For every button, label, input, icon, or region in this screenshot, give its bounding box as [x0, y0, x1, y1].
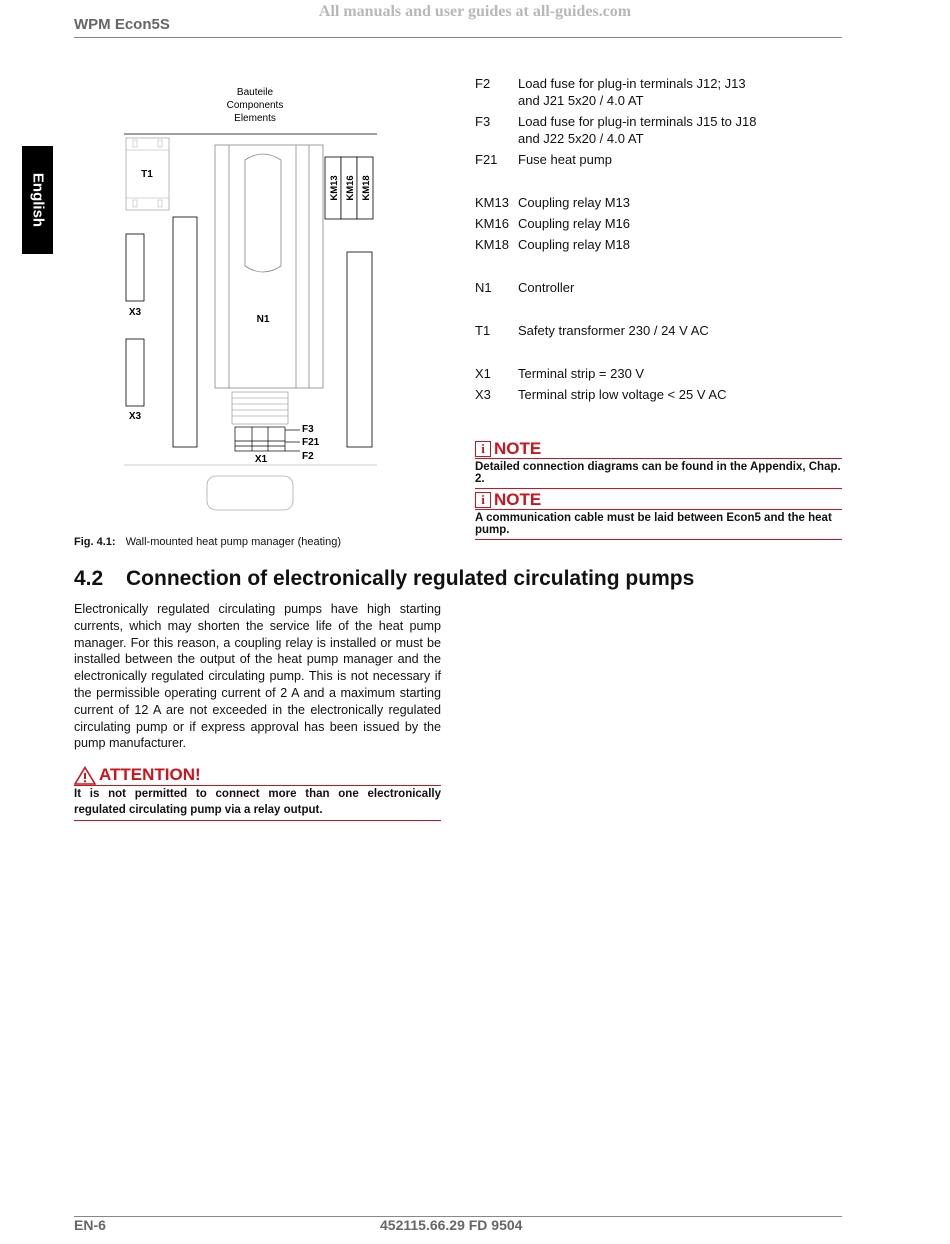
legend-key: X1 [475, 366, 491, 381]
left-rail [173, 217, 197, 447]
label-f21: F21 [302, 437, 320, 448]
note-box [475, 491, 842, 540]
legend-text: Coupling relay M18 [518, 237, 631, 252]
legend-key: KM16 [475, 216, 509, 231]
legend-text: Terminal strip = 230 V [518, 366, 645, 381]
legend-text: Fuse heat pump [518, 152, 612, 167]
header-title: WPM Econ5S [74, 16, 170, 33]
figure-caption-number: Fig. 4.1: [74, 536, 116, 548]
controller-n1 [215, 145, 323, 388]
component-layout-diagram [110, 80, 390, 520]
label-x3-top: X3 [128, 307, 142, 318]
legend-text: Load fuse for plug-in terminals J12; J13 [518, 76, 746, 91]
document-number: 452115.66.29 FD 9504 [380, 1217, 523, 1233]
section-title: Connection of electronically regulated circulating pumps [126, 567, 695, 590]
info-icon: i [475, 441, 491, 457]
legend-text: and J22 5x20 / 4.0 AT [518, 131, 644, 146]
label-km13: KM13 [329, 175, 340, 201]
figure-heading-3: Elements [234, 113, 276, 124]
legend-key: N1 [475, 280, 492, 295]
legend-text: Coupling relay M13 [518, 195, 631, 210]
cable-entry [207, 476, 293, 510]
legend-item [475, 194, 845, 211]
transformer-t1 [126, 138, 169, 210]
coupling-relays [325, 157, 373, 219]
note-title: NOTE [494, 490, 542, 509]
legend-key: KM18 [475, 237, 509, 252]
legend-key: F21 [475, 152, 498, 167]
legend-item [475, 215, 845, 232]
label-f2: F2 [302, 451, 314, 462]
label-n1: N1 [256, 314, 270, 325]
legend-text: Controller [518, 280, 575, 295]
label-km18: KM18 [361, 175, 372, 201]
legend-item [475, 113, 845, 147]
right-rail [347, 252, 372, 447]
section-paragraph: Electronically regulated circulating pumps have high starting currents, which may shorten the service life of the heat pump manager. For this reason, a coupling relay is installed or must be installed between the output of the heat pump manager and the electronically regulated circulating pump. This is not necessary if the permissible operating current of 2 A and a maximum starting current of 12 A are not exceeded in the electronically regulated circulating pump or if express approval has been issued by the pump manufacturer. [74, 602, 441, 751]
legend-key: X3 [475, 387, 491, 402]
legend-item [475, 322, 845, 339]
figure-caption [74, 536, 341, 548]
page-number: EN-6 [74, 1217, 106, 1233]
connector-block [232, 392, 288, 424]
legend-text: Load fuse for plug-in terminals J15 to J18 [518, 114, 757, 129]
fuse-holders [235, 427, 300, 451]
label-km16: KM16 [345, 175, 356, 201]
legend-item [475, 279, 845, 296]
legend-item [475, 75, 845, 109]
language-tab [22, 146, 53, 254]
legend-text: Coupling relay M16 [518, 216, 631, 231]
legend-text: and J21 5x20 / 4.0 AT [518, 93, 644, 108]
legend-text: Terminal strip low voltage < 25 V AC [518, 387, 727, 402]
note-box [475, 440, 842, 489]
label-f3: F3 [302, 424, 314, 435]
label-x3-bottom: X3 [128, 411, 142, 422]
legend-key: F3 [475, 114, 491, 129]
header-rule [74, 37, 842, 38]
legend-key: T1 [475, 323, 491, 338]
terminal-x3-bottom [126, 339, 144, 406]
legend-item [475, 151, 845, 168]
note-title: NOTE [494, 439, 542, 458]
info-icon: i [475, 492, 491, 508]
watermark: All manuals and user guides at all-guides.com [318, 3, 632, 20]
attention-box [74, 765, 441, 821]
component-legend [475, 75, 845, 403]
legend-item [475, 365, 845, 382]
label-x1: X1 [254, 454, 268, 465]
figure-heading-2: Components [226, 100, 284, 111]
legend-item [475, 236, 845, 253]
attention-title: ATTENTION! [99, 765, 201, 784]
section-number: 4.2 [74, 567, 104, 590]
figure-caption-text: Wall-mounted heat pump manager (heating) [125, 536, 341, 548]
note-text: Detailed connection diagrams can be found in the Appendix, Chap. 2. [475, 461, 841, 485]
legend-key: KM13 [475, 195, 509, 210]
legend-item [475, 386, 845, 403]
legend-key: F2 [475, 76, 491, 91]
note-text: A communication cable must be laid between Econ5 and the heat pump. [475, 512, 832, 536]
figure-heading-1: Bauteile [236, 87, 274, 98]
attention-text: It is not permitted to connect more than one electronically regulated circulating pump via a relay output. [74, 788, 441, 816]
terminal-x3-top [126, 234, 144, 301]
label-t1: T1 [141, 169, 153, 180]
language-tab-label: English [29, 172, 46, 228]
legend-text: Safety transformer 230 / 24 V AC [518, 323, 709, 338]
warning-icon [74, 766, 96, 785]
